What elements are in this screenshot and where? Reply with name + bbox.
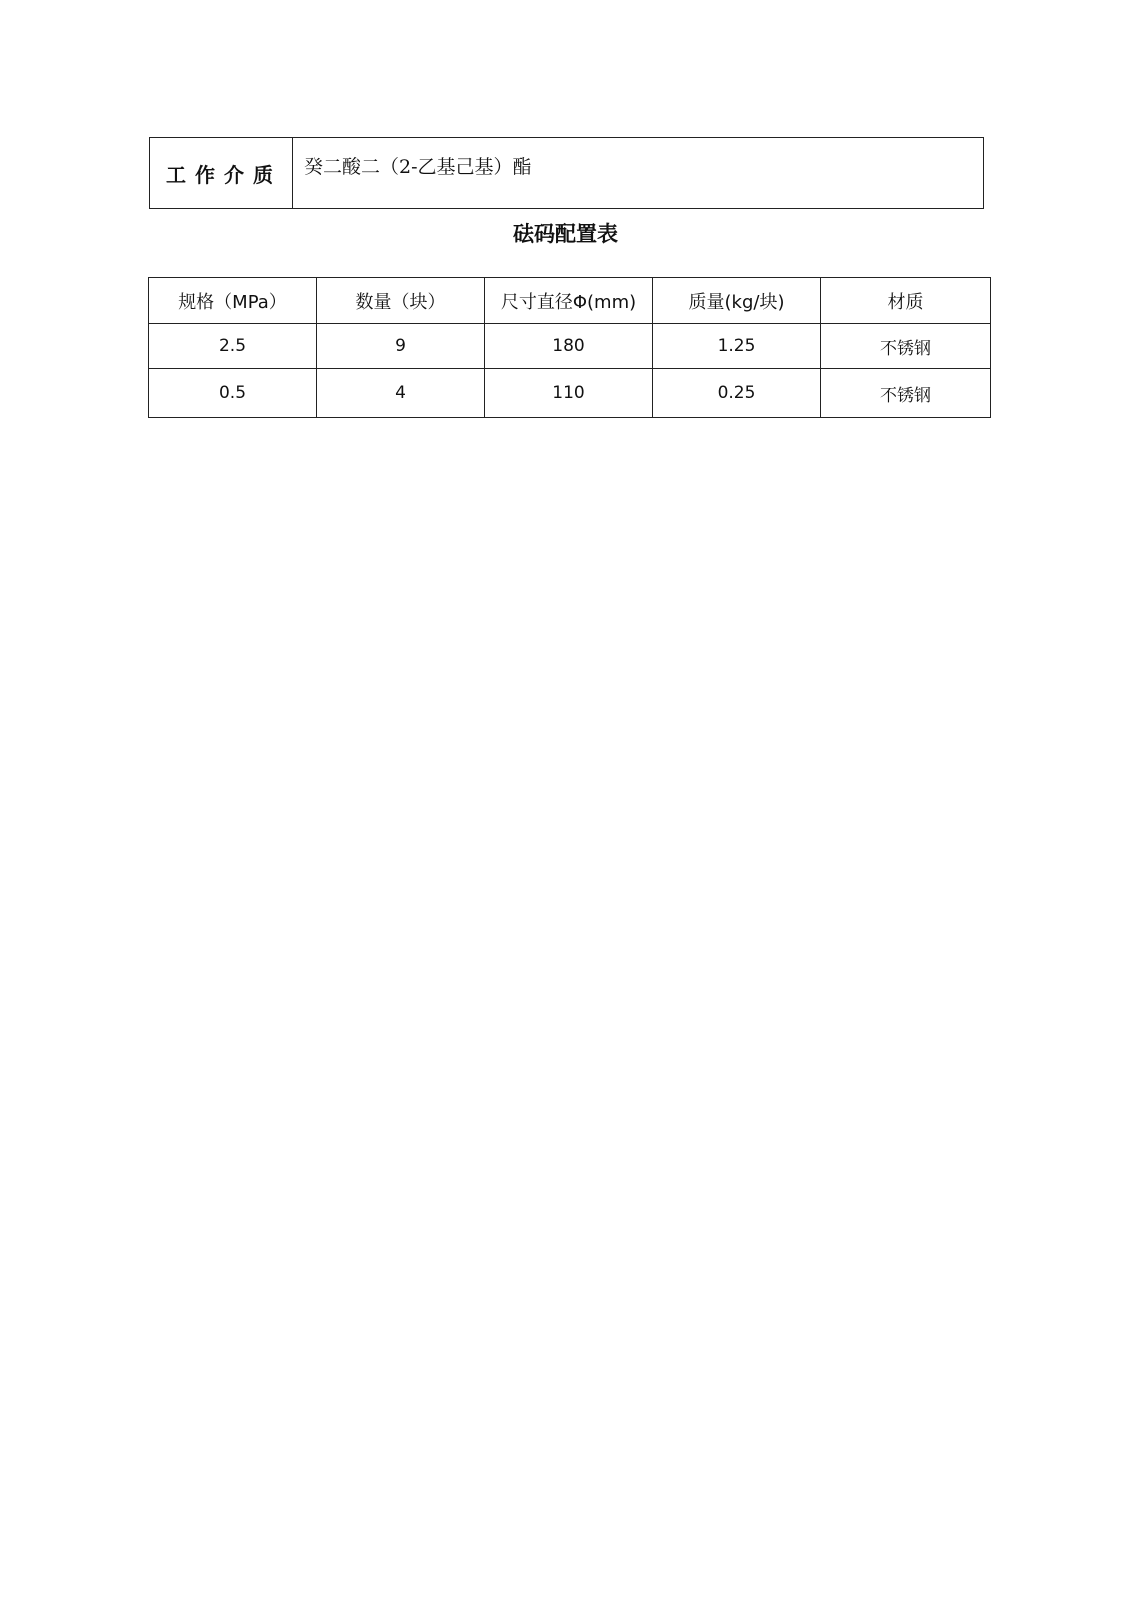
- cell-diameter: 110: [485, 369, 653, 418]
- working-medium-table: [149, 137, 984, 209]
- working-medium-row: [150, 138, 984, 209]
- cell-material: 不锈钢: [821, 324, 991, 369]
- cell-quantity: 4: [317, 369, 485, 418]
- cell-quantity: 9: [317, 324, 485, 369]
- header-spec: 规格（MPa）: [149, 278, 317, 324]
- weights-config-table: [148, 277, 991, 418]
- table-header-row: [149, 278, 991, 324]
- weights-table-title: 砝码配置表: [513, 222, 618, 246]
- header-quantity: 数量（块）: [317, 278, 485, 324]
- header-mass: 质量(kg/块): [653, 278, 821, 324]
- cell-mass: 1.25: [653, 324, 821, 369]
- cell-spec: 2.5: [149, 324, 317, 369]
- table-row: [149, 324, 991, 369]
- cell-mass: 0.25: [653, 369, 821, 418]
- cell-material: 不锈钢: [821, 369, 991, 418]
- working-medium-label: 工作介质: [150, 138, 293, 209]
- working-medium-value: 癸二酸二（2-乙基己基）酯: [293, 138, 984, 209]
- header-material: 材质: [821, 278, 991, 324]
- table-row: [149, 369, 991, 418]
- cell-spec: 0.5: [149, 369, 317, 418]
- cell-diameter: 180: [485, 324, 653, 369]
- header-diameter: 尺寸直径Φ(mm): [485, 278, 653, 324]
